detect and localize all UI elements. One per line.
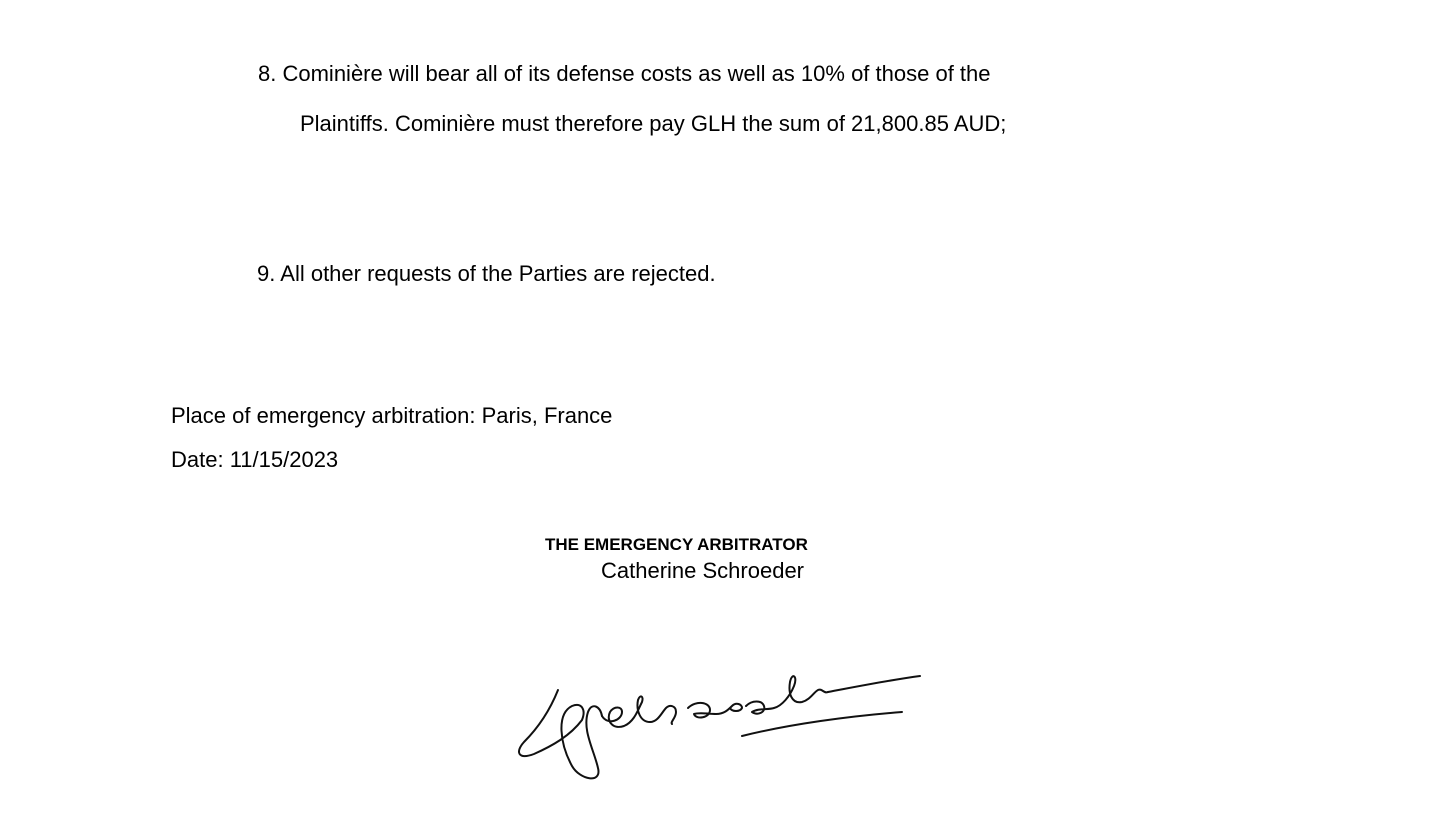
signatory-name: Catherine Schroeder [601, 558, 805, 583]
arbitration-date: Date: 11/15/2023 [171, 447, 339, 472]
item-9-text: All other requests of the Parties are rejected. [280, 261, 716, 286]
item-8-number: 8. [258, 61, 277, 86]
arbitration-place: Place of emergency arbitration: Paris, France [171, 403, 613, 428]
signatory-title: THE EMERGENCY ARBITRATOR [545, 535, 808, 554]
item-8-line-2: Plaintiffs. Cominière must therefore pay GLH the sum of 21,800.85 AUD; [300, 111, 1007, 136]
item-9-number: 9. [257, 261, 276, 286]
item-8-line-1 [258, 61, 991, 87]
handwritten-signature [510, 650, 930, 790]
item-8-text-line-1: Cominière will bear all of its defense costs as well as 10% of those of the [282, 61, 991, 86]
item-9 [257, 261, 716, 287]
